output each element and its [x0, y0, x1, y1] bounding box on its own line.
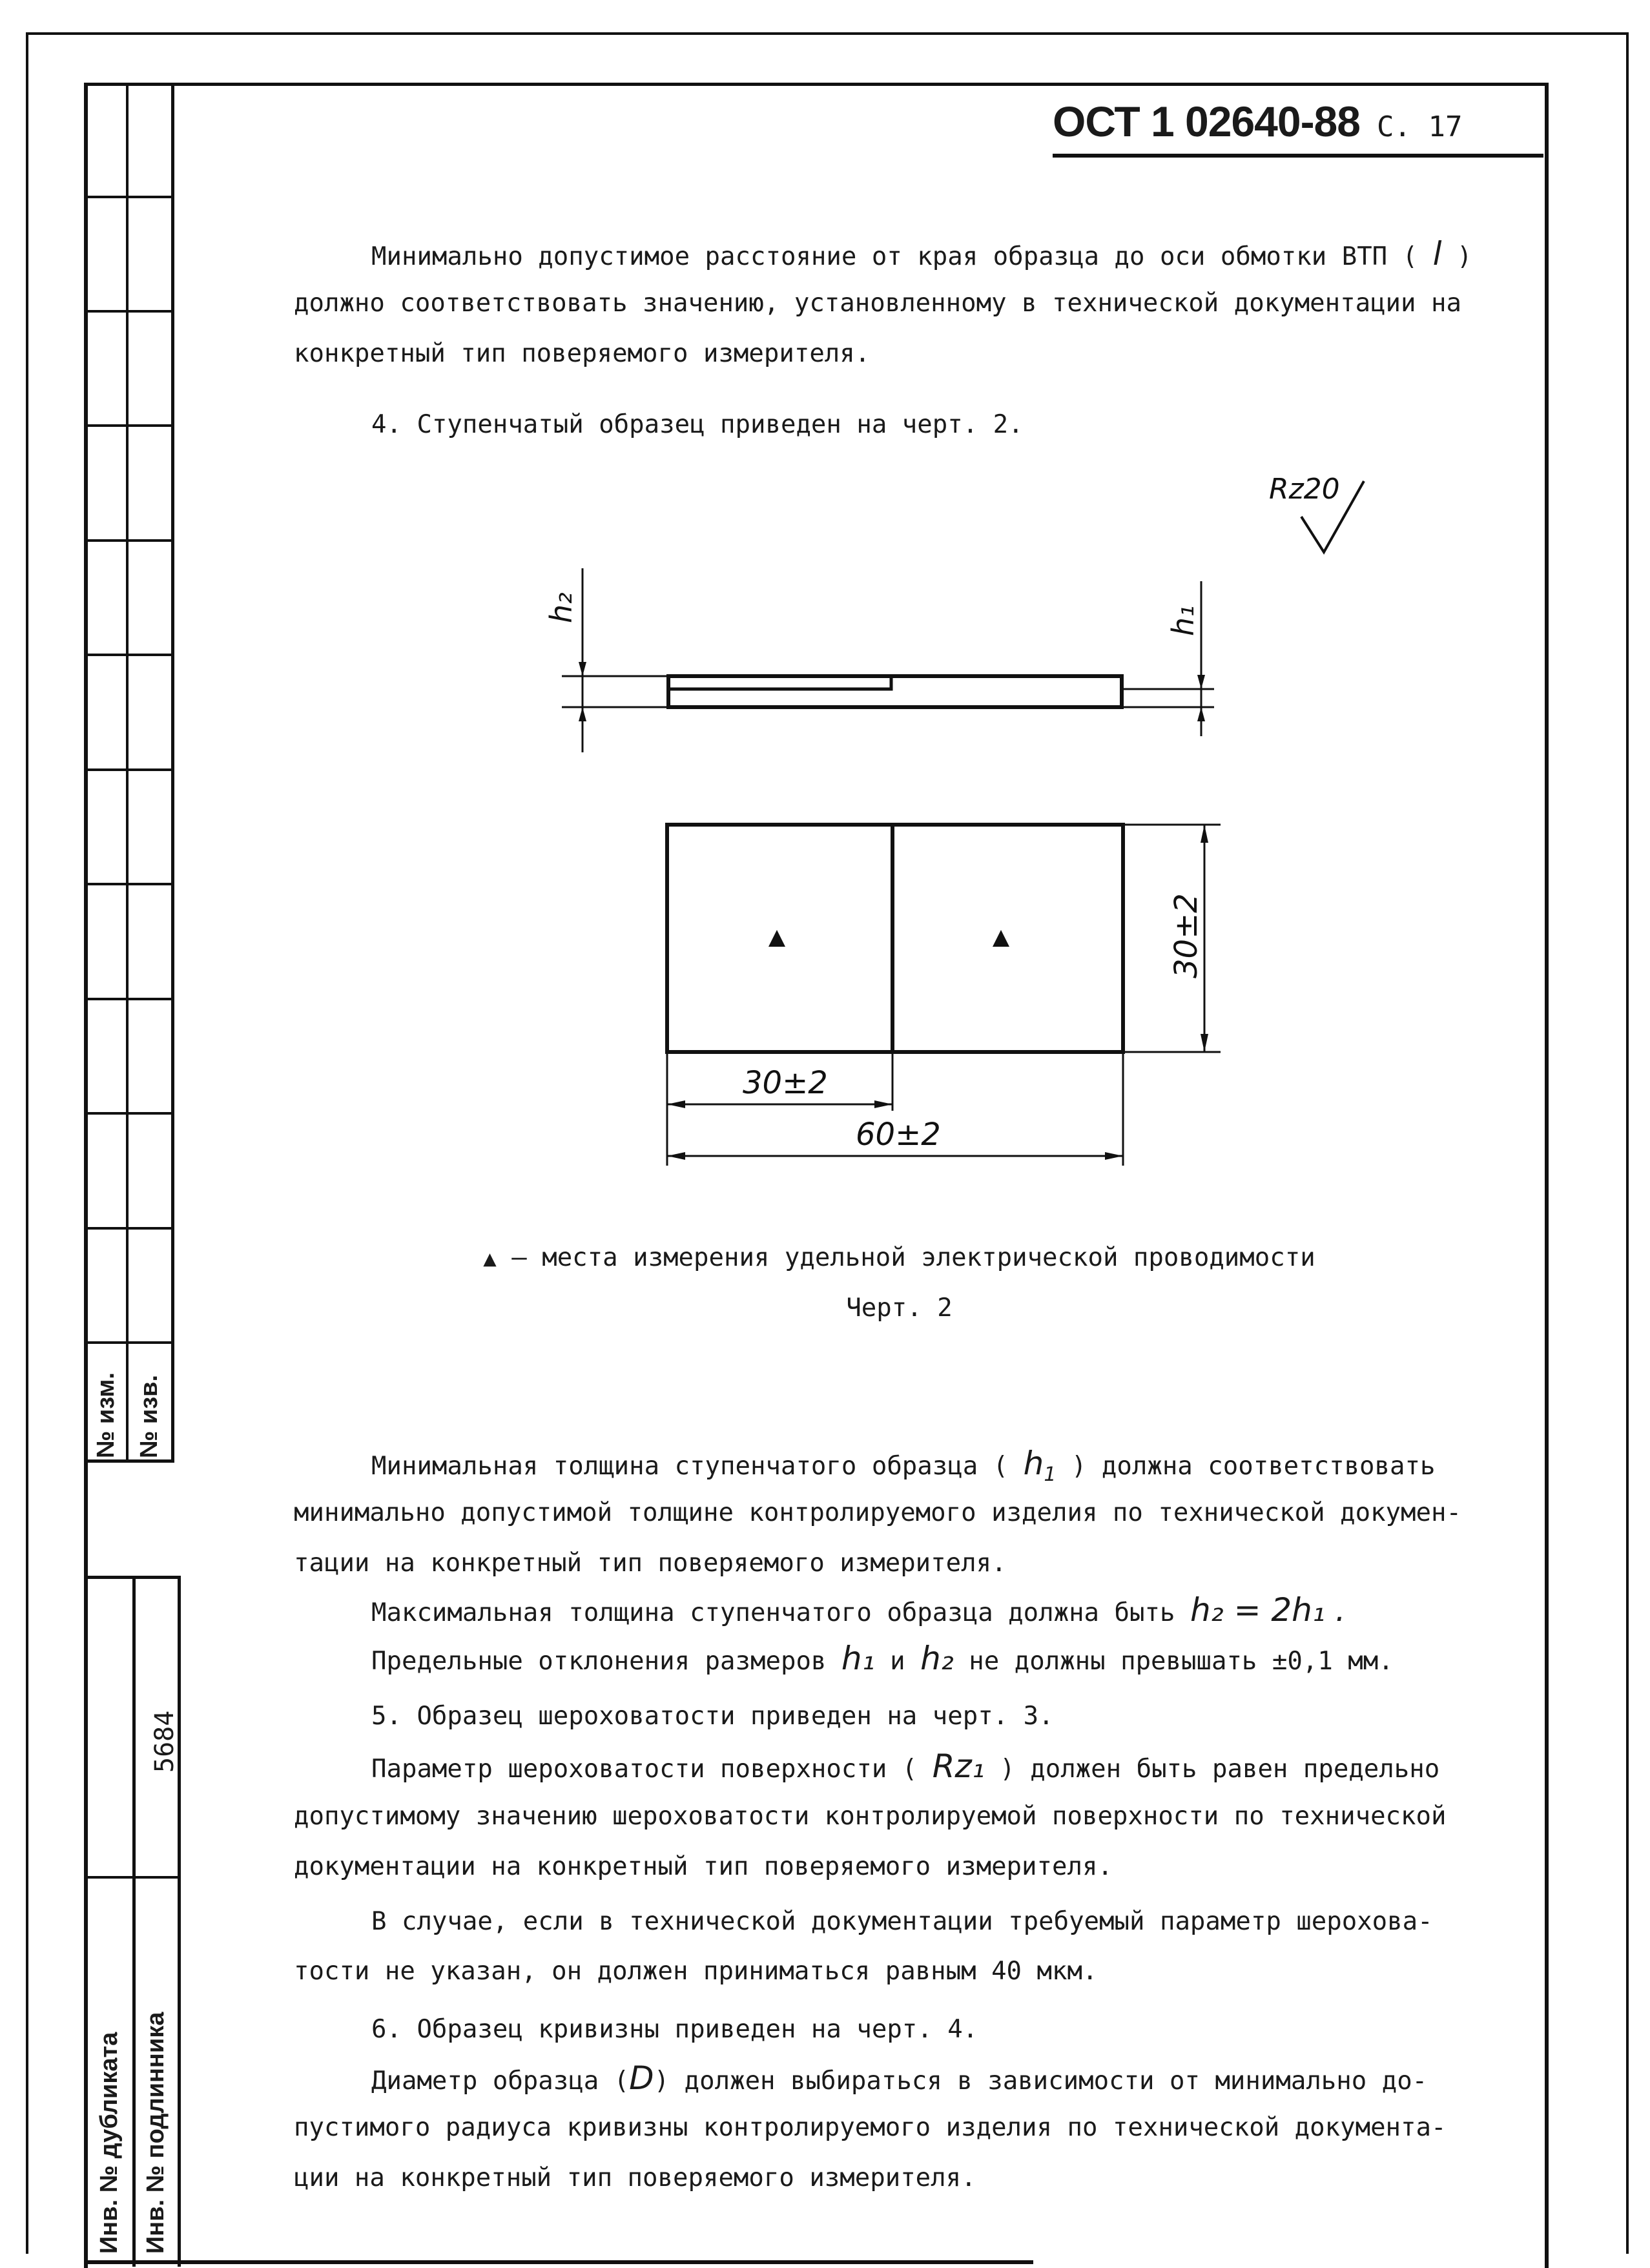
- text: Диаметр образца (: [371, 2067, 630, 2096]
- arrowhead: [667, 1152, 685, 1160]
- half-width-dimension-label: 30±2: [743, 1065, 828, 1101]
- paragraph: 5. Образец шероховатости приведен на черт. 3.: [371, 1702, 1054, 1731]
- text: Максимальная толщина ступенчатого образца должна быть: [371, 1598, 1175, 1627]
- stamp-row: [84, 1459, 174, 1463]
- paragraph: 6. Образец кривизны приведен на черт. 4.: [371, 2015, 978, 2044]
- paragraph: В случае, если в технической документации требуемый параметр шерохова-: [371, 1907, 1433, 1936]
- stamp-podl-label: Инв. № подлинника: [142, 2012, 169, 2254]
- text: ) должен быть равен предельно: [1000, 1755, 1440, 1784]
- paragraph: [294, 2054, 1582, 2106]
- text: Предельные отклонения размеров: [371, 1647, 827, 1676]
- paragraph: [294, 1742, 1582, 1794]
- formula: h₂ = 2h₁ .: [1190, 1591, 1346, 1629]
- paragraph: 4. Ступенчатый образец приведен на черт. 2.: [371, 410, 1024, 439]
- arrowhead: [874, 1100, 892, 1108]
- roughness-label: Rz20: [1269, 473, 1340, 506]
- stamp-col-line-3: [132, 1576, 136, 2267]
- text: не должны превышать ±0,1 мм.: [969, 1647, 1394, 1676]
- inner-frame-bottom: [84, 2260, 1033, 2264]
- arrowhead: [667, 1100, 685, 1108]
- text: ) должна соответствовать: [1071, 1452, 1436, 1481]
- paragraph-line: пустимого радиуса кривизны контролируемого изделия по технической документа-: [294, 2113, 1447, 2142]
- height-dimension-label: 30±2: [1168, 893, 1204, 978]
- arrowhead: [579, 707, 586, 721]
- symbol: Rz₁: [932, 1747, 985, 1785]
- arrowhead: [1197, 707, 1205, 721]
- paragraph-line: минимально допустимой толщине контролируемого изделия по технической докумен-: [294, 1498, 1461, 1527]
- paragraph-line: тости не указан, он должен приниматься равным 40 мкм.: [294, 1957, 1098, 1986]
- measurement-point-marker: [768, 930, 785, 947]
- measurement-point-icon: ▲: [483, 1246, 497, 1272]
- paragraph-line: ции на конкретный тип поверяемого измерителя.: [294, 2163, 976, 2192]
- stamp-row: [84, 1576, 181, 1579]
- symbol: h: [1023, 1445, 1044, 1482]
- text: Минимальная толщина ступенчатого образца (: [371, 1452, 1009, 1481]
- arrowhead: [1201, 825, 1208, 843]
- paragraph-line: должно соответствовать значению, установленному в технической документации на: [294, 289, 1461, 318]
- stamp-podl-value: 5684: [150, 1710, 180, 1773]
- drawing-legend: [294, 1243, 1505, 1272]
- h2-label: h₂: [544, 592, 579, 623]
- legend-text: – места измерения удельной электрической проводимости: [511, 1243, 1315, 1272]
- text: Минимально допустимое расстояние от края образца до оси обмотки ВТП (: [371, 242, 1418, 271]
- paragraph-line: тации на конкретный тип поверяемого измерителя.: [294, 1549, 1007, 1578]
- measurement-point-marker: [993, 930, 1009, 947]
- symbol: h₁: [841, 1640, 875, 1677]
- page-number: С. 17: [1376, 110, 1463, 143]
- paragraph-line: допустимому значению шероховатости контролируемой поверхности по технической: [294, 1802, 1447, 1831]
- symbol: h₂: [920, 1640, 954, 1677]
- text: и: [890, 1647, 905, 1676]
- arrowhead: [1105, 1152, 1123, 1160]
- text: ): [1457, 242, 1472, 271]
- stamp-izv-label: № изв.: [136, 1374, 163, 1458]
- stamp-col-line-4: [178, 1576, 181, 2267]
- stamp-izm-label: № изм.: [92, 1372, 119, 1458]
- paragraph: [294, 1585, 1582, 1638]
- stamp-row: [84, 1876, 181, 1879]
- paragraph: [294, 1634, 1582, 1686]
- arrowhead: [1197, 675, 1205, 689]
- h1-label: h₁: [1166, 605, 1201, 636]
- paragraph-line: документации на конкретный тип поверяемого измерителя.: [294, 1852, 1113, 1881]
- text: Параметр шероховатости поверхности (: [371, 1755, 918, 1784]
- text: ) должен выбираться в зависимости от минимально до-: [654, 2067, 1428, 2096]
- paragraph-line: конкретный тип поверяемого измерителя.: [294, 339, 871, 368]
- arrowhead: [579, 662, 586, 676]
- document-code: ОСТ 1 02640-88: [1053, 98, 1360, 145]
- width-dimension-label: 60±2: [856, 1117, 941, 1153]
- subscript: 1: [1044, 1463, 1057, 1486]
- symbol: D: [629, 2059, 654, 2097]
- plan-view: [667, 825, 1123, 1052]
- step-profile: [668, 676, 1122, 707]
- stamp-dubl-label: Инв. № дубликата: [96, 2032, 123, 2254]
- arrowhead: [1201, 1034, 1208, 1052]
- drawing-caption: Черт. 2: [846, 1294, 953, 1323]
- symbol: l: [1432, 235, 1442, 273]
